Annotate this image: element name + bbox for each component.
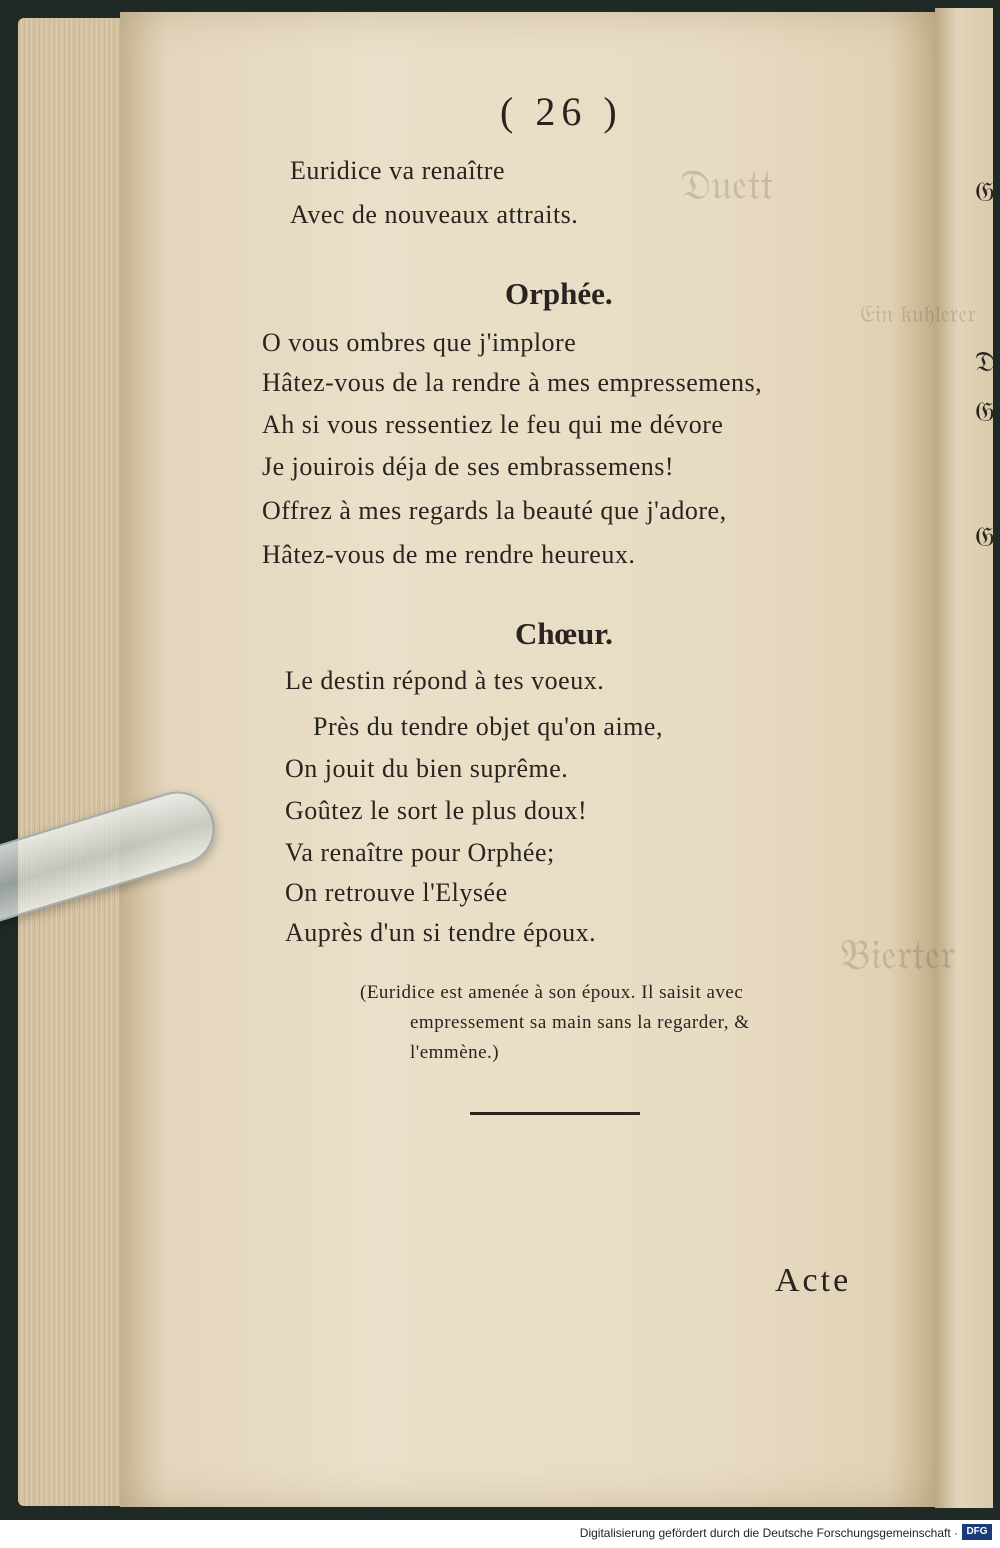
facing-page-glyph: 𝔊 [975, 175, 995, 208]
stage-direction: empressement sa main sans la regarder, & [410, 1012, 750, 1033]
facing-page-glyph: 𝔇 [975, 345, 996, 378]
verse-line: Ah si vous ressentiez le feu qui me dévore [262, 410, 724, 439]
verse-line: On retrouve l'Elysée [285, 878, 508, 907]
speaker-heading-orphee: Orphée. [505, 276, 613, 311]
bleed-through: 𝔈𝔦𝔫 𝔨𝔲𝔥𝔩𝔢𝔯𝔢𝔯 [860, 300, 976, 328]
verse-line: O vous ombres que j'implore [262, 328, 577, 357]
dfg-logo: DFG [962, 1524, 992, 1540]
verse-line: Hâtez-vous de me rendre heureux. [262, 540, 636, 569]
verse-line: Près du tendre objet qu'on aime, [313, 712, 663, 741]
verse-line: Avec de nouveaux attraits. [290, 200, 579, 229]
catchword: Acte [775, 1262, 852, 1299]
stage-direction: l'emmène.) [410, 1042, 500, 1063]
verse-line: Offrez à mes regards la beauté que j'adore, [262, 496, 727, 525]
verse-line: Va renaître pour Orphée; [285, 838, 555, 867]
verse-line: Le destin répond à tes voeux. [285, 666, 605, 695]
funding-credit: Digitalisierung gefördert durch die Deutsche Forschungsgemeinschaft · [579, 1526, 958, 1540]
bleed-through: 𝔇𝔲𝔢𝔱𝔱 [680, 160, 774, 209]
verse-line: On jouit du bien suprême. [285, 754, 569, 783]
verse-line: Goûtez le sort le plus doux! [285, 796, 588, 825]
facing-page-edge [935, 8, 993, 1508]
verse-line: Auprès d'un si tendre époux. [285, 918, 597, 947]
verse-line: Je jouirois déja de ses embrassemens! [262, 452, 675, 481]
verse-line: Hâtez-vous de la rendre à mes empressemens, [262, 368, 763, 397]
facing-page-glyph: 𝔊 [975, 520, 995, 553]
speaker-heading-choeur: Chœur. [515, 616, 613, 651]
stage-direction: (Euridice est amenée à son époux. Il saisit avec [360, 982, 744, 1003]
section-divider [470, 1112, 640, 1115]
bleed-through: 𝔅𝔦𝔢𝔯𝔱𝔢𝔯 [840, 930, 956, 979]
page-number: ( 26 ) [500, 89, 623, 134]
facing-page-glyph: 𝔊 [975, 395, 995, 428]
verse-line: Euridice va renaître [290, 156, 505, 185]
